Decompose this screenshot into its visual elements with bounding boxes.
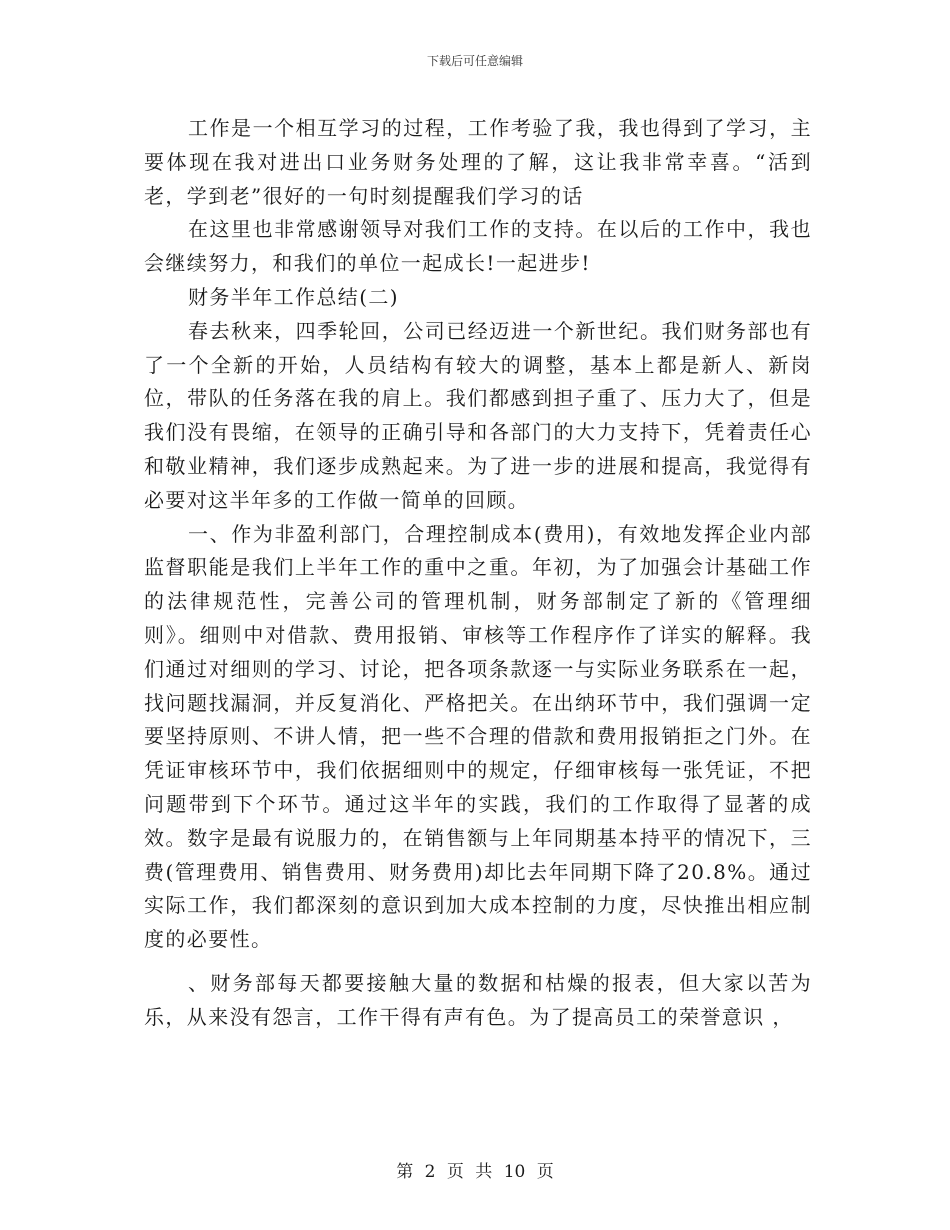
paragraph-4: 一、作为非盈利部门，合理控制成本(费用)，有效地发挥企业内部监督职能是我们上半年工作的重中之重。年初，为了加强会计基础工作的法律规范性，完善公司的管理机制，财务部制定了新的《管理细则》。细则中对借款、费用报销、审核等工作程序作了详实的解释。我们通过对细则的学习、讨论，把各项条款逐一与实际业务联系在一起，找问题找漏洞，并反复消化、严格把关。在出纳环节中，我们强调一定要坚持原则、不讲人情，把一些不合理的借款和费用报销拒之门外。在凭证审核环节中，我们依据细则中的规定，仔细审核每一张凭证，不把问题带到下个环节。通过这半年的实践，我们的工作取得了显著的成效。数字是最有说服力的，在销售额与上年同期基本持平的情况下，三费(管理费用、销售费用、财务费用)却比去年同期下降了20.8%。通过实际工作，我们都深刻的意识到加大成本控制的力度，尽快推出相应制度的必要性。 — [144, 521, 812, 952]
paragraph-5: 、财务部每天都要接触大量的数据和枯燥的报表，但大家以苦为乐，从来没有怨言，工作干得有声有色。为了提高员工的荣誉意识 ， — [144, 970, 812, 1029]
paragraph-2: 在这里也非常感谢领导对我们工作的支持。在以后的工作中，我也会继续努力，和我们的单位一起成长!一起进步! — [144, 217, 812, 276]
page-number-footer: 第 2 页 共 10 页 — [396, 1162, 554, 1182]
page-header-note: 下载后可任意编辑 — [426, 54, 523, 68]
section-heading: 财务半年工作总结(二) — [188, 284, 400, 309]
document-body — [144, 112, 812, 1035]
paragraph-3: 春去秋来，四季轮回，公司已经迈进一个新世纪。我们财务部也有了一个全新的开始，人员结构有较大的调整，基本上都是新人、新岗位，带队的任务落在我的肩上。我们都感到担子重了、压力大了，但是我们没有畏缩，在领导的正确引导和各部门的大力支持下，凭着责任心和敬业精神，我们逐步成熟起来。为了进一步的进展和提高，我觉得有必要对这半年多的工作做一简单的回顾。 — [144, 318, 812, 512]
paragraph-1: 工作是一个相互学习的过程，工作考验了我，我也得到了学习，主要体现在我对进出口业务财务处理的了解，这让我非常幸喜。“活到老，学到老”很好的一句时刻提醒我们学习的话 — [144, 116, 812, 208]
